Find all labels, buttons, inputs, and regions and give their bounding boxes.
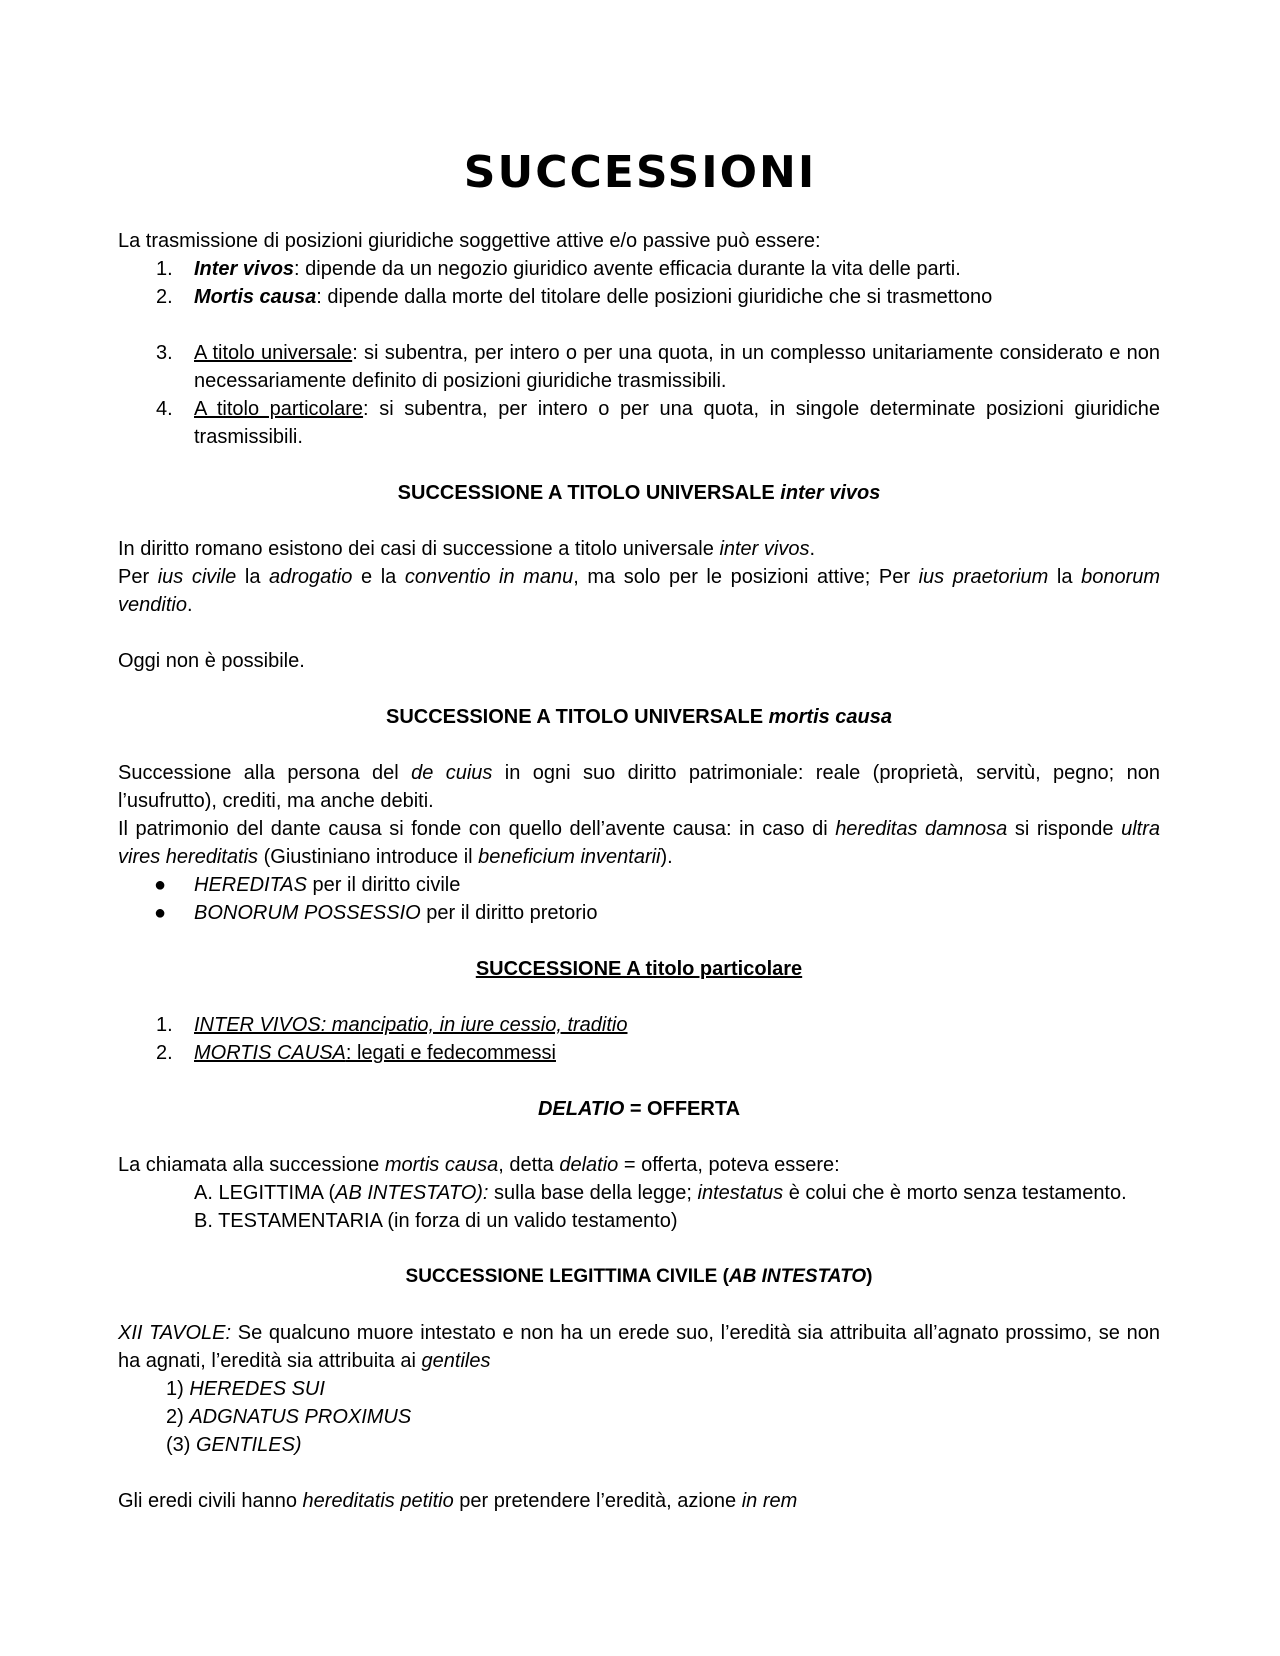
- list-item: 1. INTER VIVOS: mancipatio, in iure cessio, traditio: [156, 1014, 628, 1036]
- section-heading-particular: SUCCESSIONE A titolo particolare: [475, 958, 803, 980]
- bullet-icon: ●: [154, 874, 167, 896]
- list-item: (3) GENTILES): [166, 1434, 302, 1456]
- intro-paragraph: La trasmissione di posizioni giuridiche soggettive attive e/o passive può essere:: [118, 230, 821, 252]
- list-item: 4. A titolo particolare: si subentra, per intero o per una quota, in singole determinate posizioni giuridiche trasmissibili.: [156, 398, 1160, 448]
- paragraph: La chiamata alla successione mortis causa, detta delatio = offerta, poteva essere:: [118, 1154, 840, 1176]
- document-body: [118, 227, 1160, 1515]
- list-item: 1. Inter vivos: dipende da un negozio giuridico avente efficacia durante la vita delle parti.: [156, 258, 961, 280]
- list-item: 3. A titolo universale: si subentra, per intero o per una quota, in un complesso unitariamente considerato e non necessariamente definito di posizioni giuridiche trasmissibili.: [156, 342, 1160, 392]
- list-item: 2. MORTIS CAUSA: legati e fedecommessi: [156, 1042, 556, 1064]
- paragraph: Il patrimonio del dante causa si fonde con quello dell’avente causa: in caso di hereditas damnosa si risponde ultra vires hereditatis (Giustiniano introduce il beneficium inventarii).: [118, 818, 1161, 868]
- bullet-icon: ●: [154, 902, 167, 924]
- page-title: SUCCESSIONI: [463, 147, 817, 198]
- section-heading-legittima-civile: SUCCESSIONE LEGITTIMA CIVILE (AB INTESTATO): [405, 1266, 873, 1287]
- list-item: 2. Mortis causa: dipende dalla morte del titolare delle posizioni giuridiche che si trasmettono: [156, 286, 993, 308]
- paragraph: Successione alla persona del de cuius in ogni suo diritto patrimoniale: reale (proprietà, servitù, pegno; non l’usufrutto), crediti, ma anche debiti.: [118, 762, 1160, 812]
- section-heading-universal-inter-vivos: SUCCESSIONE A TITOLO UNIVERSALE inter vivos: [397, 482, 881, 504]
- delatio-option-a: A. LEGITTIMA (AB INTESTATO): sulla base della legge; intestatus è colui che è morto senza testamento.: [194, 1182, 1127, 1204]
- paragraph: In diritto romano esistono dei casi di successione a titolo universale inter vivos.: [118, 538, 816, 560]
- bullet-list: [118, 871, 1160, 927]
- particular-list: [118, 1011, 1160, 1067]
- list-item: 2) ADGNATUS PROXIMUS: [166, 1406, 412, 1428]
- list-item: ● HEREDITAS per il diritto civile: [118, 871, 1160, 899]
- section-heading-universal-mortis-causa: SUCCESSIONE A TITOLO UNIVERSALE mortis causa: [385, 706, 893, 728]
- list-item: 1) HEREDES SUI: [166, 1378, 325, 1400]
- paragraph: Per ius civile la adrogatio e la conventio in manu, ma solo per le posizioni attive; Per ius praetorium la bonorum venditio.: [118, 566, 1161, 616]
- paragraph: XII TAVOLE: Se qualcuno muore intestato e non ha un erede suo, l’eredità sia attribuita all’agnato prossimo, se non ha agnati, l’eredità sia attribuita ai gentiles: [118, 1322, 1160, 1372]
- transmission-list-a: [118, 255, 1160, 311]
- paragraph: Oggi non è possibile.: [118, 650, 305, 672]
- list-item: ● BONORUM POSSESSIO per il diritto pretorio: [118, 899, 1160, 927]
- delatio-option-b: B. TESTAMENTARIA (in forza di un valido testamento): [194, 1210, 678, 1232]
- transmission-list-b: [118, 339, 1160, 451]
- section-heading-delatio: DELATIO = OFFERTA: [537, 1098, 741, 1120]
- paragraph: Gli eredi civili hanno hereditatis petitio per pretendere l’eredità, azione in rem: [118, 1490, 798, 1512]
